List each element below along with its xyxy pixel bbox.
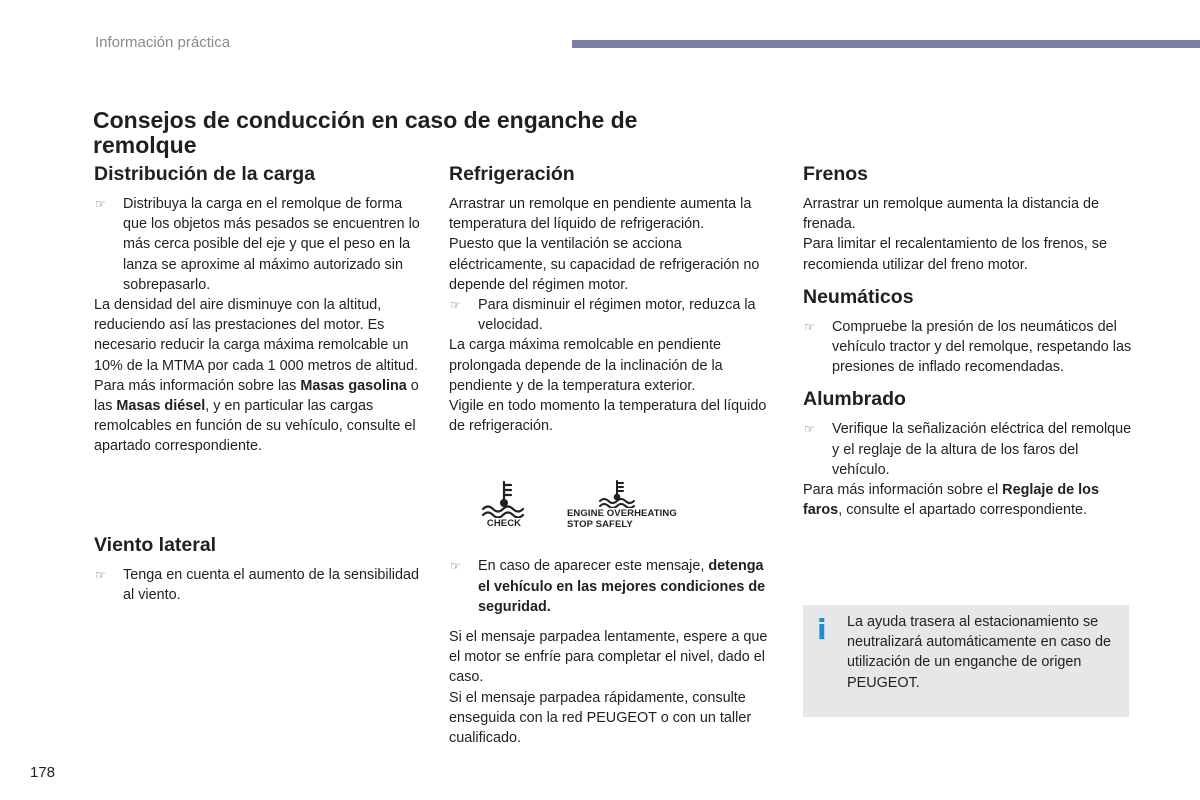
paragraph-parpadea-lento: Si el mensaje parpadea lentamente, espere a que el motor se enfríe para completar el nivel, dado el caso. [449, 629, 768, 686]
bullet-text: Compruebe la presión de los neumáticos del vehículo tractor y del remolque, respetando las presiones de inflado recomendadas. [832, 318, 1132, 376]
paragraph-refrig-3: La carga máxima remolcable en pendiente prolongada depende de la inclinación de la pendiente y de la temperatura exterior. [449, 337, 723, 394]
hand-pointer-icon: ☞ [450, 559, 461, 574]
column-middle [449, 162, 779, 748]
paragraph-masas: Para más información sobre las Masas gasolina o las Masas diésel, y en particular las cargas remolcables en función de su vehículo, consulte el apartado correspondiente. [94, 377, 419, 455]
info-text: La ayuda trasera al estacionamiento se neutralizará automáticamente en caso de utilización de un enganche de origen PEUGEOT. [847, 614, 1111, 691]
heading-distribucion-carga: Distribución de la carga [94, 163, 316, 185]
stop-safely-label: STOP SAFELY [567, 519, 633, 531]
bullet-mensaje [449, 556, 779, 617]
engine-overheating-warning [567, 478, 677, 530]
link-masas-gasolina: Masas gasolina [300, 377, 407, 394]
column-right [803, 162, 1133, 520]
paragraph-refrig-4: Vigile en todo momento la temperatura del líquido de refrigeración. [449, 398, 767, 435]
bullet-alumbrado [803, 419, 1133, 480]
paragraph-parpadea-rapido: Si el mensaje parpadea rápidamente, consulte enseguida con la red PEUGEOT o con un taller cualificado. [449, 689, 752, 747]
page-title: Consejos de conducción en caso de enganche de remolque [93, 107, 638, 158]
paragraph-refrig-2: Puesto que la ventilación se acciona eléctricamente, su capacidad de refrigeración no depende del régimen motor. [449, 236, 760, 293]
paragraph-frenos-2: Para limitar el recalentamiento de los frenos, se recomienda utilizar del freno motor. [803, 236, 1107, 273]
heading-viento-lateral: Viento lateral [94, 533, 217, 556]
warning-icons [449, 478, 779, 544]
info-box [803, 605, 1129, 717]
bullet-neumaticos [803, 317, 1133, 378]
paragraph-densidad: La densidad del aire disminuye con la altitud, reduciendo así las prestaciones del motor. Es necesario reducir la carga máxima remolcable un 10% de la MTMA por cada 1 000 metros de altitud. [94, 297, 418, 374]
page-number: 178 [30, 764, 56, 781]
heading-alumbrado: Alumbrado [803, 388, 906, 411]
link-reglaje-faros: Reglaje de los faros [803, 482, 1099, 519]
bullet-text: Verifique la señalización eléctrica del remolque y el reglaje de la altura de los faros del vehículo. [832, 421, 1132, 478]
paragraph-refrig-1: Arrastrar un remolque en pendiente aumenta la temperatura del líquido de refrigeración. [449, 196, 752, 233]
bullet-text: Tenga en cuenta el aumento de la sensibilidad al viento. [123, 566, 420, 603]
link-masas-diesel: Masas diésel [116, 398, 206, 415]
bullet-text: Distribuya la carga en el remolque de forma que los objetos más pesados se encuentren lo más cerca posible del eje y que el peso en la lanza se aproxime al máximo autorizado sin sobrepasarlo. [123, 196, 420, 293]
bullet-regimen [449, 295, 779, 335]
coolant-temperature-icon [597, 478, 637, 508]
header-bar [572, 40, 1200, 48]
info-icon: i [817, 613, 827, 646]
heading-refrigeracion: Refrigeración [449, 163, 575, 185]
hand-pointer-icon: ☞ [804, 319, 815, 334]
paragraph-frenos-1: Arrastrar un remolque aumenta la distancia de frenada. [803, 196, 1099, 233]
check-label: CHECK [486, 518, 522, 530]
hand-pointer-icon: ☞ [95, 567, 106, 582]
hand-pointer-icon: ☞ [804, 422, 815, 437]
coolant-check-warning [479, 478, 529, 529]
bullet-viento [94, 565, 430, 605]
bullet-text: Para disminuir el régimen motor, reduzca la velocidad. [478, 297, 756, 334]
section-label: Información práctica [95, 34, 231, 51]
bullet-distribucion [94, 194, 430, 295]
paragraph-reglaje: Para más información sobre el Reglaje de los faros, consulte el apartado correspondiente. [803, 482, 1099, 519]
hand-pointer-icon: ☞ [450, 298, 461, 313]
bullet-text: En caso de aparecer este mensaje, detenga el vehículo en las mejores condiciones de seguridad. [478, 558, 766, 615]
coolant-temperature-icon [479, 478, 529, 518]
heading-neumaticos: Neumáticos [803, 285, 914, 308]
heading-frenos: Frenos [803, 163, 869, 185]
engine-overheating-label: ENGINE OVERHEATING [567, 508, 677, 520]
column-left [94, 162, 430, 605]
hand-pointer-icon: ☞ [95, 197, 106, 211]
